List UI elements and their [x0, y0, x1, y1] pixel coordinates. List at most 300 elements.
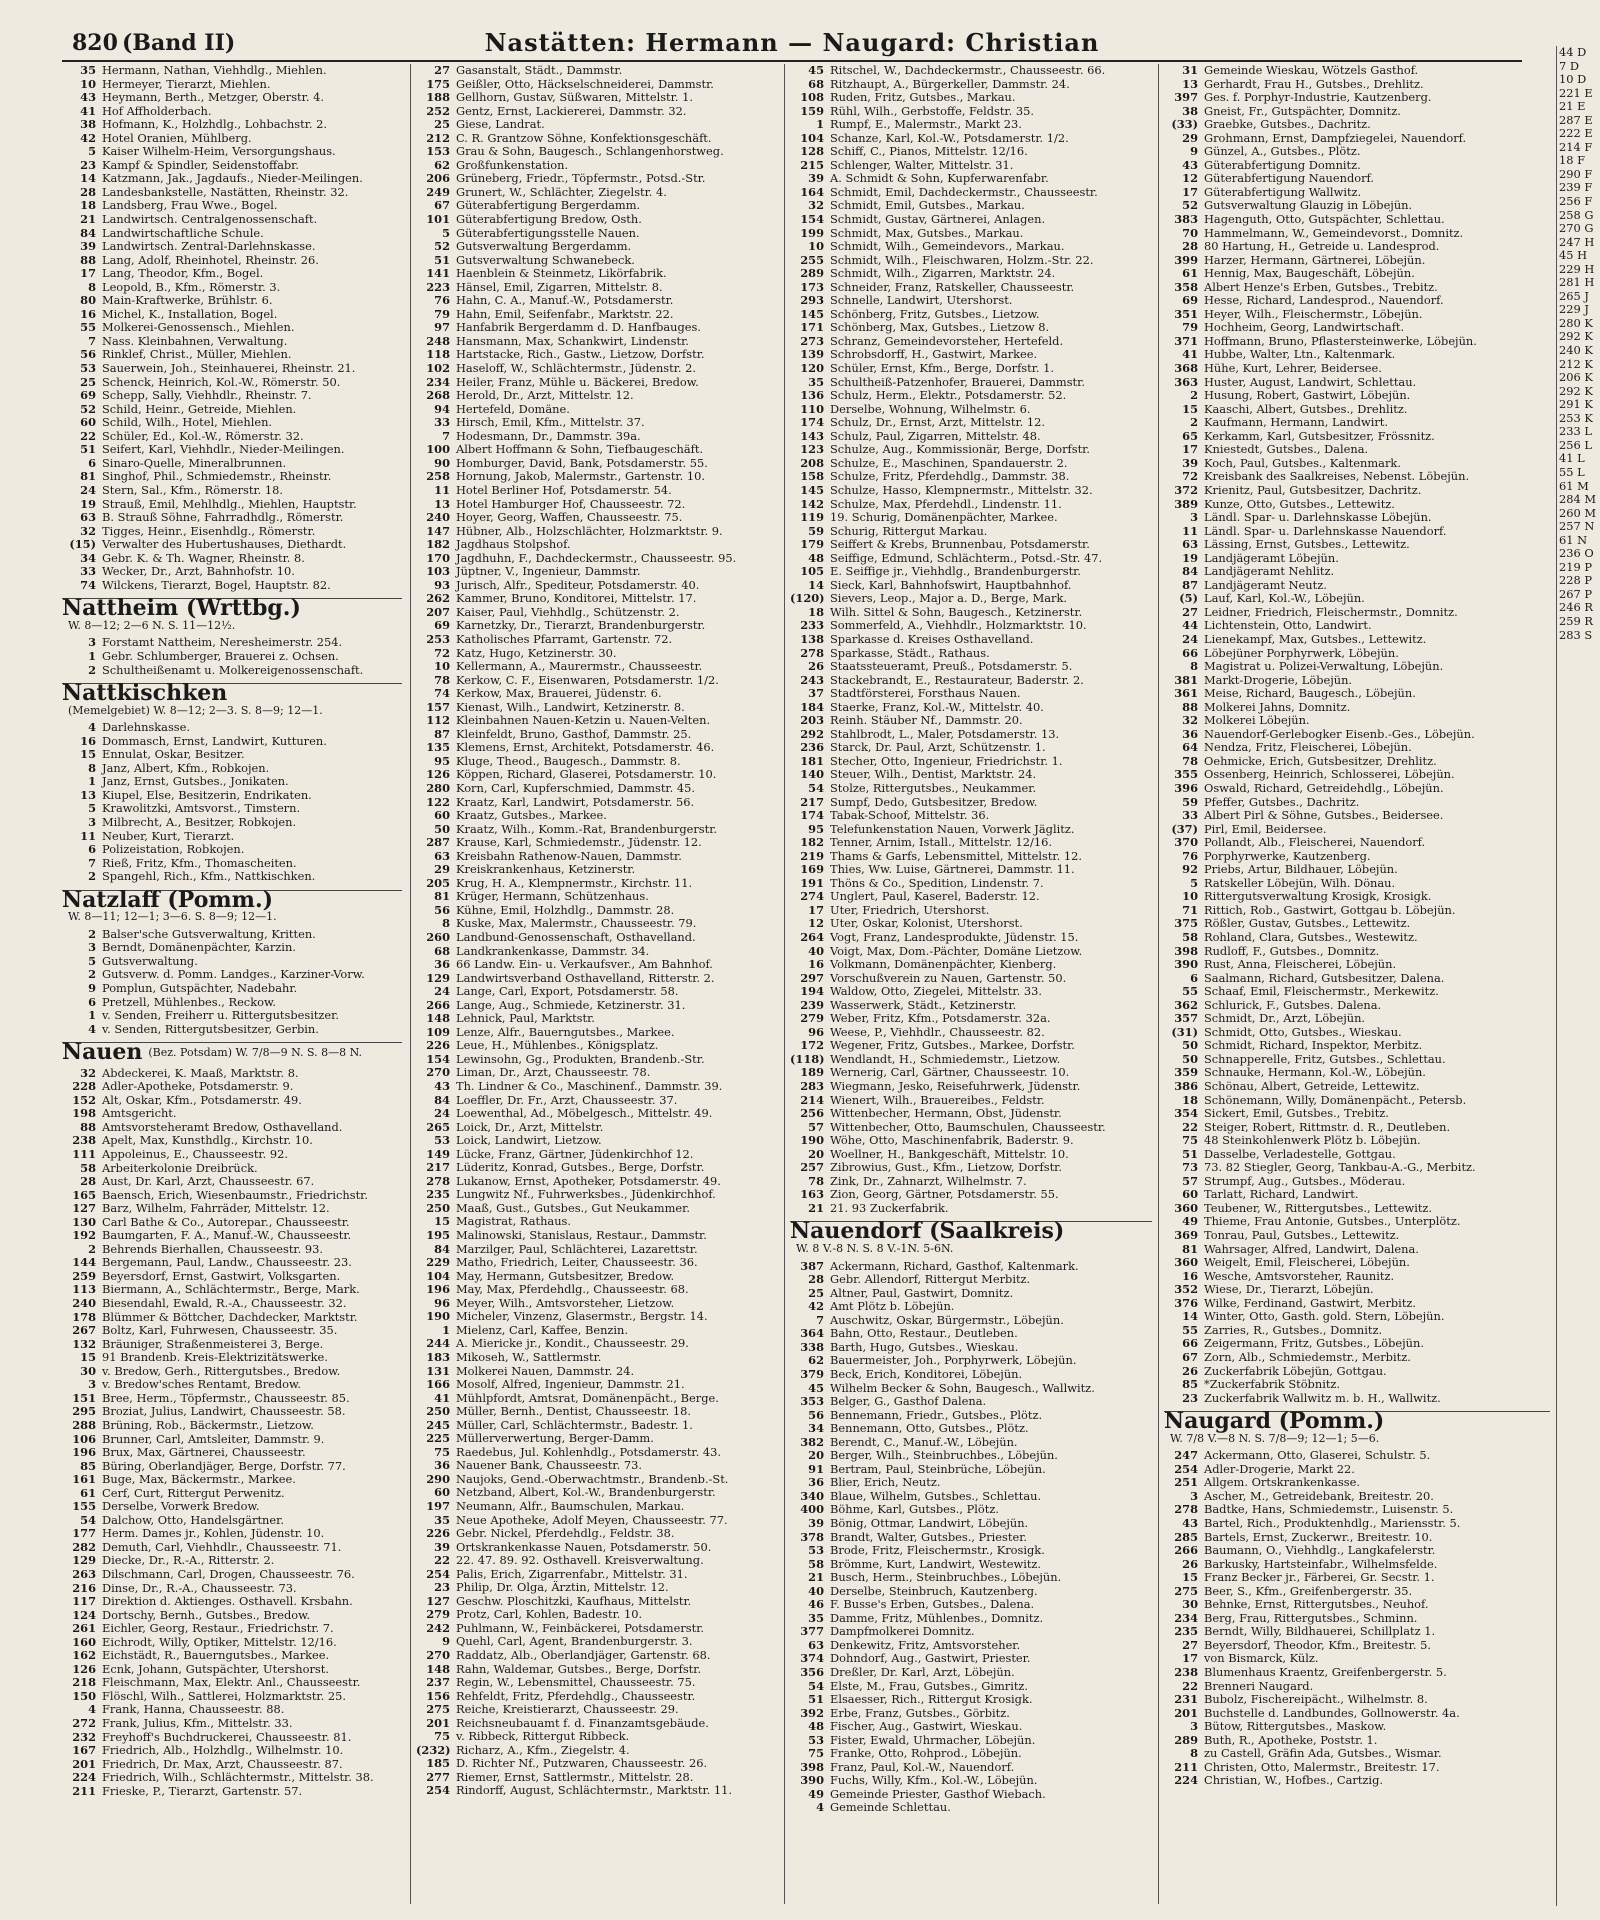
phone-number: 207 — [426, 605, 450, 619]
entry-text: Gentz, Ernst, Lackiererei, Dammstr. 32. — [456, 104, 687, 118]
directory-entry — [790, 1558, 1152, 1572]
phone-number: 17 — [1182, 185, 1198, 199]
entry-text: Busch, Herm., Steinbruchbes., Löbejün. — [830, 1571, 1062, 1585]
edge-number: 206 — [1559, 370, 1585, 385]
entry-text: Kaiser, Paul, Viehhdlg., Schützenstr. 2. — [456, 605, 680, 619]
entry-text: Kerkow, Max, Brauerei, Jüdenstr. 6. — [456, 687, 662, 701]
directory-entry — [1164, 145, 1550, 159]
entry-text: Gneist, Fr., Gutspächter, Domnitz. — [1204, 104, 1401, 118]
edge-entry — [1559, 263, 1600, 277]
phone-number: 356 — [800, 1665, 824, 1679]
phone-number: 41 — [80, 104, 96, 118]
entry-text: Hartstacke, Rich., Gastw., Lietzow, Dorfstr. — [456, 348, 705, 362]
entry-text: Gemeinde Priester, Gasthof Wiebach. — [830, 1787, 1046, 1801]
directory-entry — [790, 1666, 1152, 1680]
entry-text: B. Strauß Söhne, Fahrradhdlg., Römerstr. — [102, 511, 344, 525]
phone-number: 197 — [426, 1499, 450, 1513]
office-hours: W. 8—11; 12—1; 3—6. S. 8—9; 12—1. — [68, 910, 277, 924]
directory-entry — [62, 227, 402, 241]
phone-number: 206 — [426, 172, 450, 186]
phone-number: 56 — [808, 1408, 824, 1422]
phone-number: 143 — [800, 429, 824, 443]
phone-number: 378 — [800, 1530, 824, 1544]
directory-entry — [1164, 1639, 1550, 1653]
entry-text: Albert Hoffmann & Sohn, Tiefbaugeschäft. — [456, 443, 704, 457]
entry-text: Adler-Apotheke, Potsdamerstr. 9. — [102, 1080, 294, 1094]
directory-entry — [1164, 1121, 1550, 1135]
phone-number: 23 — [80, 158, 96, 172]
directory-entry — [1164, 1243, 1550, 1257]
phone-number: 258 — [426, 470, 450, 484]
phone-number: 16 — [1182, 1269, 1198, 1283]
entry-text: Kerkow, C. F., Eisenwaren, Potsdamerstr. 1/2. — [456, 673, 719, 687]
directory-entry — [1164, 484, 1550, 498]
entry-text: Regin, W., Lebensmittel, Chausseestr. 75. — [456, 1676, 696, 1690]
entry-text: Behrends Bierhallen, Chausseestr. 93. — [102, 1242, 323, 1256]
edge-number: 290 — [1559, 166, 1585, 181]
entry-text: Amtsgericht. — [102, 1107, 177, 1121]
directory-entry — [790, 592, 1152, 606]
edge-number: 292 — [1559, 329, 1585, 344]
entry-text: Barz, Wilhelm, Fahrräder, Mittelstr. 12. — [102, 1202, 330, 1216]
phone-number: 224 — [1174, 1774, 1198, 1788]
entry-text: Bennemann, Otto, Gutsbes., Plötz. — [830, 1422, 1029, 1436]
phone-number: 283 — [800, 1080, 824, 1094]
entry-text: Broziat, Julius, Landwirt, Chausseestr. 58. — [102, 1405, 346, 1419]
directory-entry — [416, 1121, 778, 1135]
directory-entry — [416, 430, 778, 444]
phone-number: 156 — [426, 1689, 450, 1703]
edge-number: 221 — [1559, 85, 1585, 100]
entry-text: Hotel Berliner Hof, Potsdamerstr. 54. — [456, 483, 672, 497]
phone-number: 37 — [808, 687, 824, 701]
directory-entry — [1164, 281, 1550, 295]
edge-letter: M — [1577, 478, 1589, 493]
entry-text: Leidner, Friedrich, Fleischermstr., Domnitz. — [1204, 605, 1458, 619]
directory-entry — [790, 498, 1152, 512]
directory-entry — [790, 1517, 1152, 1531]
phone-number: 232 — [72, 1730, 96, 1744]
entry-text: Haenblein & Steinmetz, Likörfabrik. — [456, 267, 667, 281]
entry-text: Quehl, Carl, Agent, Brandenburgerstr. 3. — [456, 1635, 693, 1649]
phone-number: 81 — [80, 470, 96, 484]
edge-number: 229 — [1559, 261, 1585, 276]
phone-number: 2 — [88, 1242, 96, 1256]
directory-entry — [62, 1338, 402, 1352]
directory-entry — [790, 64, 1152, 78]
edge-entry — [1559, 181, 1600, 195]
entry-text: Kleinbahnen Nauen-Ketzin u. Nauen-Velten. — [456, 714, 711, 728]
phone-number: 131 — [426, 1364, 450, 1378]
column-divider — [410, 64, 411, 1904]
phone-number: 151 — [72, 1391, 96, 1405]
edge-letter: L — [1577, 451, 1585, 466]
entry-text: Rumpf, E., Malermstr., Markt 23. — [830, 118, 1022, 132]
entry-text: Lange, Carl, Export, Potsdamerstr. 58. — [456, 985, 679, 999]
entry-text: Leopold, B., Kfm., Römerstr. 3. — [102, 280, 281, 294]
entry-text: Wernerig, Carl, Gärtner, Chausseestr. 10. — [830, 1066, 1070, 1080]
phone-number: (15) — [69, 538, 96, 552]
entry-text: Kerkamm, Karl, Gutsbesitzer, Frössnitz. — [1204, 429, 1435, 443]
entry-text: Netzband, Albert, Kol.-W., Brandenburgerstr. — [456, 1486, 716, 1500]
entry-text: Frieske, P., Tierarzt, Gartenstr. 57. — [102, 1784, 303, 1798]
phone-number: 8 — [88, 280, 96, 294]
phone-number: 17 — [808, 903, 824, 917]
directory-entry — [1164, 1558, 1550, 1572]
entry-text: Buchstelle d. Landbundes, Gollnowerstr. 4a. — [1204, 1706, 1460, 1720]
entry-text: Hof Affholderbach. — [102, 104, 212, 118]
directory-entry — [790, 1652, 1152, 1666]
directory-entry — [416, 403, 778, 417]
directory-entry — [1164, 1585, 1550, 1599]
entry-text: Sommerfeld, A., Viehhdlr., Holzmarktstr. 10. — [830, 619, 1087, 633]
directory-entry — [62, 172, 402, 186]
phone-number: (118) — [790, 1052, 825, 1066]
entry-text: Rieß, Fritz, Kfm., Thomascheiten. — [102, 856, 297, 870]
entry-text: Homburger, David, Bank, Potsdamerstr. 55. — [456, 456, 708, 470]
entry-text: Raddatz, Alb., Oberlandjäger, Gartenstr. 68. — [456, 1648, 711, 1662]
directory-entry — [416, 579, 778, 593]
directory-entry — [62, 1419, 402, 1433]
entry-text: Wendlandt, H., Schmiedemstr., Lietzow. — [830, 1052, 1061, 1066]
entry-text: Mikoseh, W., Sattlermstr. — [456, 1350, 602, 1364]
directory-entry — [416, 836, 778, 850]
entry-text: Sparkasse, Städt., Rathaus. — [830, 646, 990, 660]
phone-number: 63 — [1182, 538, 1198, 552]
edge-letter: K — [1584, 383, 1593, 398]
entry-text: Schönberg, Fritz, Gutsbes., Lietzow. — [830, 307, 1040, 321]
entry-text: Lenze, Alfr., Bauerngutsbes., Markee. — [456, 1025, 675, 1039]
directory-entry — [790, 1121, 1152, 1135]
phone-number: 355 — [1174, 768, 1198, 782]
edge-number: 212 — [1559, 356, 1585, 371]
directory-entry — [1164, 850, 1550, 864]
directory-entry — [62, 735, 402, 749]
phone-number: 27 — [1182, 605, 1198, 619]
directory-entry — [1164, 186, 1550, 200]
phone-number: 279 — [800, 1012, 824, 1026]
directory-entry — [790, 443, 1152, 457]
phone-number: 216 — [72, 1581, 96, 1595]
directory-entry — [416, 1676, 778, 1690]
edge-letter: K — [1584, 356, 1593, 371]
directory-entry — [1164, 1666, 1550, 1680]
directory-entry — [62, 64, 402, 78]
directory-entry — [416, 1039, 778, 1053]
directory-entry — [1164, 796, 1550, 810]
directory-entry — [62, 376, 402, 390]
phone-number: 217 — [426, 1161, 450, 1175]
directory-entry — [416, 376, 778, 390]
phone-number: 26 — [1182, 1557, 1198, 1571]
phone-number: 61 — [80, 1486, 96, 1500]
directory-entry — [1164, 728, 1550, 742]
entry-text: Schmidt, Emil, Dachdeckermstr., Chausseestr. — [830, 185, 1098, 199]
phone-number: 61 — [1182, 267, 1198, 281]
entry-text: Wilh. Sittel & Sohn, Baugesch., Ketzinerstr. — [830, 605, 1083, 619]
phone-number: 29 — [434, 863, 450, 877]
entry-text: Neumann, Alfr., Baumschulen, Markau. — [456, 1499, 685, 1513]
directory-entry — [790, 1053, 1152, 1067]
place-name: Natzlaff (Pomm.) — [62, 886, 274, 913]
entry-text: Hahn, C. A., Manuf.-W., Potsdamerstr. — [456, 294, 674, 308]
edge-entry — [1559, 480, 1600, 494]
entry-text: Nass. Kleinbahnen, Verwaltung. — [102, 334, 288, 348]
phone-number: 2 — [88, 663, 96, 677]
entry-text: Weese, P., Viehhdlr., Chausseestr. 82. — [830, 1025, 1045, 1039]
entry-text: Friedrich, Dr. Max, Arzt, Chausseestr. 87. — [102, 1757, 343, 1771]
entry-text: Albert Henze's Erben, Gutsbes., Trebitz. — [1204, 280, 1438, 294]
directory-entry — [790, 1368, 1152, 1382]
entry-text: Loewenthal, Ad., Möbelgesch., Mittelstr. 49. — [456, 1107, 713, 1121]
directory-entry — [416, 1568, 778, 1582]
edge-entry — [1559, 100, 1600, 114]
phone-number: 4 — [88, 1022, 96, 1036]
entry-text: Hubbe, Walter, Ltn., Kaltenmark. — [1204, 348, 1396, 362]
directory-entry — [1164, 321, 1550, 335]
entry-text: Landjägeramt Nehlitz. — [1204, 565, 1335, 579]
entry-text: Friedrich, Alb., Holzhdlg., Wilhelmstr. 10. — [102, 1744, 344, 1758]
phone-number: 249 — [426, 185, 450, 199]
phone-number: 126 — [72, 1662, 96, 1676]
entry-text: Bahn, Otto, Restaur., Deutleben. — [830, 1327, 1018, 1341]
directory-entry — [62, 1703, 402, 1717]
phone-number: 3 — [88, 941, 96, 955]
entry-text: Kühne, Emil, Holzhdlg., Dammstr. 28. — [456, 903, 675, 917]
directory-entry — [790, 1707, 1152, 1721]
phone-number: 278 — [426, 1174, 450, 1188]
phone-number: 35 — [808, 1611, 824, 1625]
directory-entry — [1164, 917, 1550, 931]
entry-text: Nauener Bank, Chausseestr. 73. — [456, 1459, 642, 1473]
directory-entry — [790, 863, 1152, 877]
phone-number: 75 — [1182, 1134, 1198, 1148]
phone-number: 190 — [426, 1310, 450, 1324]
edge-letter: N — [1584, 519, 1595, 534]
entry-text: Milbrecht, A., Besitzer, Robkojen. — [102, 815, 297, 829]
directory-entry — [62, 830, 402, 844]
phone-number: 67 — [1182, 1350, 1198, 1364]
phone-number: 48 — [808, 551, 824, 565]
entry-text: Grüneberg, Friedr., Töpfermstr., Potsd.-Str. — [456, 172, 706, 186]
phone-number: 381 — [1174, 673, 1198, 687]
phone-number: 28 — [80, 185, 96, 199]
directory-entry — [1164, 199, 1550, 213]
directory-entry — [1164, 565, 1550, 579]
entry-text: Dinse, Dr., R.-A., Chausseestr. 73. — [102, 1581, 297, 1595]
entry-text: Kraatz, Karl, Landwirt, Potsdamerstr. 56. — [456, 795, 695, 809]
phone-number: 7 — [88, 334, 96, 348]
phone-number: 387 — [800, 1259, 824, 1273]
phone-number: 154 — [800, 213, 824, 227]
entry-text: Kluge, Theod., Baugesch., Dammstr. 8. — [456, 754, 681, 768]
phone-number: 248 — [426, 334, 450, 348]
phone-number: 130 — [72, 1215, 96, 1229]
edge-letter: F — [1584, 166, 1593, 181]
directory-entry — [790, 782, 1152, 796]
directory-entry — [1164, 633, 1550, 647]
directory-entry — [416, 1324, 778, 1338]
directory-entry — [1164, 470, 1550, 484]
office-hours: W. 8 V.-8 N. S. 8 V.-1N. 5-6N. — [796, 1242, 954, 1256]
phone-number: 76 — [434, 294, 450, 308]
phone-number: 15 — [1182, 1571, 1198, 1585]
entry-text: Naujoks, Gend.-Oberwachtmstr., Brandenb.-St. — [456, 1472, 729, 1486]
phone-number: 11 — [434, 483, 450, 497]
directory-entry — [790, 931, 1152, 945]
entry-text: Hermeyer, Tierarzt, Miehlen. — [102, 77, 271, 91]
entry-text: Heyer, Wilh., Fleischermstr., Löbejün. — [1204, 307, 1423, 321]
directory-entry — [416, 917, 778, 931]
phone-number: 109 — [426, 1025, 450, 1039]
entry-text: Grohmann, Ernst, Dampfziegelei, Nauendorf. — [1204, 131, 1467, 145]
directory-entry — [416, 863, 778, 877]
directory-entry — [790, 1039, 1152, 1053]
entry-text: Klemens, Ernst, Architekt, Potsdamerstr. 46. — [456, 741, 715, 755]
phone-number: 69 — [1182, 294, 1198, 308]
entry-text: Diecke, Dr., R.-A., Ritterstr. 2. — [102, 1554, 275, 1568]
entry-text: Schmidt, Richard, Inspektor, Merbitz. — [1204, 1039, 1423, 1053]
entry-text: Rindorff, August, Schlächtermstr., Marktstr. 11. — [456, 1784, 732, 1798]
entry-text: Rühl, Wilh., Gerbstoffe, Feldstr. 35. — [830, 104, 1034, 118]
directory-entry — [416, 660, 778, 674]
phone-number: 53 — [80, 362, 96, 376]
directory-entry — [790, 362, 1152, 376]
phone-number: 3 — [88, 636, 96, 650]
directory-entry — [1164, 660, 1550, 674]
entry-text: Thöns & Co., Spedition, Lindenstr. 7. — [830, 876, 1044, 890]
phone-number: 68 — [434, 944, 450, 958]
entry-text: Steuer, Wilh., Dentist, Marktstr. 24. — [830, 768, 1037, 782]
entry-text: Hübner, Alb., Holzschlächter, Holzmarktstr. 9. — [456, 524, 723, 538]
edge-entry — [1559, 398, 1600, 412]
directory-entry — [790, 335, 1152, 349]
edge-entry — [1559, 425, 1600, 439]
phone-number: 354 — [1174, 1107, 1198, 1121]
edge-letter: H — [1584, 234, 1595, 249]
phone-number: 9 — [88, 982, 96, 995]
phone-number: 5 — [88, 145, 96, 159]
entry-text: Priebs, Artur, Bildhauer, Löbejün. — [1204, 863, 1398, 877]
phone-number: 251 — [1174, 1476, 1198, 1490]
directory-entry — [62, 267, 402, 281]
phone-number: 66 — [1182, 646, 1198, 660]
entry-text: Buge, Max, Bäckermstr., Markee. — [102, 1473, 296, 1487]
directory-entry — [1164, 1680, 1550, 1694]
phone-number: 201 — [72, 1757, 96, 1771]
entry-text: Tarlatt, Richard, Landwirt. — [1204, 1188, 1359, 1202]
directory-entry — [1164, 267, 1550, 281]
directory-entry — [790, 254, 1152, 268]
entry-text: Wilckens, Tierarzt, Bogel, Hauptstr. 82. — [102, 578, 331, 592]
phone-number: 162 — [72, 1649, 96, 1663]
entry-text: Rehfeldt, Fritz, Pferdehdlg., Chausseestr. — [456, 1689, 696, 1703]
entry-text: Sickert, Emil, Gutsbes., Trebitz. — [1204, 1107, 1389, 1121]
phone-number: 266 — [1174, 1544, 1198, 1558]
directory-entry — [416, 755, 778, 769]
entry-text: Vogt, Franz, Landesprodukte, Jüdenstr. 15. — [830, 931, 1079, 944]
edge-entry — [1559, 629, 1600, 643]
phone-number: 274 — [800, 890, 824, 904]
edge-letter: P — [1584, 586, 1593, 601]
entry-text: Grau & Sohn, Baugesch., Schlangenhorstweg. — [456, 145, 724, 159]
phone-number: 57 — [808, 1120, 824, 1134]
phone-number: 244 — [426, 1337, 450, 1351]
directory-entry — [416, 647, 778, 661]
entry-text: Loick, Landwirt, Lietzow. — [456, 1134, 602, 1148]
entry-text: A. Schmidt & Sohn, Kupferwarenfabr. — [830, 172, 1049, 186]
directory-entry — [790, 1449, 1152, 1463]
entry-text: Zeigermann, Fritz, Gutsbes., Löbejün. — [1204, 1337, 1424, 1351]
directory-entry — [62, 1094, 402, 1108]
entry-text: Hirsch, Emil, Kfm., Mittelstr. 37. — [456, 416, 645, 430]
directory-entry — [1164, 1761, 1550, 1775]
entry-text: Kaiser Wilhelm-Heim, Versorgungshaus. — [102, 145, 336, 159]
entry-text: Eichstädt, R., Bauerngutsbes., Markee. — [102, 1649, 330, 1663]
entry-text: Markt-Drogerie, Löbejün. — [1204, 673, 1353, 687]
phone-number: 14 — [80, 172, 96, 186]
directory-entry — [790, 348, 1152, 362]
edge-number: 257 — [1559, 519, 1585, 534]
directory-entry — [1164, 538, 1550, 552]
entry-text: Thieme, Frau Antonie, Gutsbes., Unterplötz. — [1204, 1215, 1461, 1229]
directory-entry — [62, 1622, 402, 1636]
directory-entry — [416, 1378, 778, 1392]
phone-number: 75 — [808, 1747, 824, 1761]
edge-letter: H — [1584, 261, 1595, 276]
entry-text: Forstamt Nattheim, Neresheimerstr. 254. — [102, 636, 343, 650]
directory-entry — [1164, 1734, 1550, 1748]
entry-text: Balser'sche Gutsverwaltung, Kritten. — [102, 927, 316, 941]
directory-entry — [790, 619, 1152, 633]
entry-text: Lang, Adolf, Rheinhotel, Rheinstr. 26. — [102, 253, 319, 267]
directory-entry — [416, 972, 778, 986]
phone-number: 84 — [434, 1093, 450, 1107]
phone-number: 59 — [808, 524, 824, 538]
directory-entry — [416, 267, 778, 281]
directory-entry — [790, 308, 1152, 322]
entry-text: Seiffige, Edmund, Schlächterm., Potsd.-Str. 47. — [830, 551, 1103, 565]
directory-entry — [790, 91, 1152, 105]
edge-letter: L — [1577, 464, 1585, 479]
directory-column-3 — [790, 64, 1152, 1904]
entry-text: Sinaro-Quelle, Mineralbrunnen. — [102, 456, 287, 470]
entry-text: Gutsverwaltung. — [102, 954, 198, 968]
edge-number: 259 — [1559, 613, 1585, 628]
directory-entry — [790, 376, 1152, 390]
phone-number: 90 — [434, 456, 450, 470]
phone-number: 3 — [1190, 1489, 1198, 1503]
phone-number: 150 — [72, 1689, 96, 1703]
directory-entry — [416, 498, 778, 512]
phone-number: 79 — [434, 307, 450, 321]
edge-letter: K — [1584, 315, 1593, 330]
entry-text: Lässing, Ernst, Gutsbes., Lettewitz. — [1204, 538, 1410, 552]
entry-text: Philip, Dr. Olga, Ärztin, Mittelstr. 12. — [456, 1581, 669, 1595]
entry-text: Stahlbrodt, L., Maler, Potsdamerstr. 13. — [830, 727, 1060, 741]
entry-text: Frank, Julius, Kfm., Mittelstr. 33. — [102, 1716, 293, 1730]
directory-entry — [416, 1175, 778, 1189]
phone-number: 81 — [434, 890, 450, 904]
directory-entry — [790, 1490, 1152, 1504]
directory-entry — [62, 650, 402, 664]
entry-text: Schulze, Aug., Kommissionär, Berge, Dorfstr. — [830, 443, 1090, 457]
entry-text: Volkmann, Domänenpächter, Kienberg. — [830, 958, 1057, 972]
directory-entry — [62, 789, 402, 803]
directory-entry — [62, 1582, 402, 1596]
directory-entry — [62, 1229, 402, 1243]
edge-letter: E — [1584, 126, 1593, 141]
